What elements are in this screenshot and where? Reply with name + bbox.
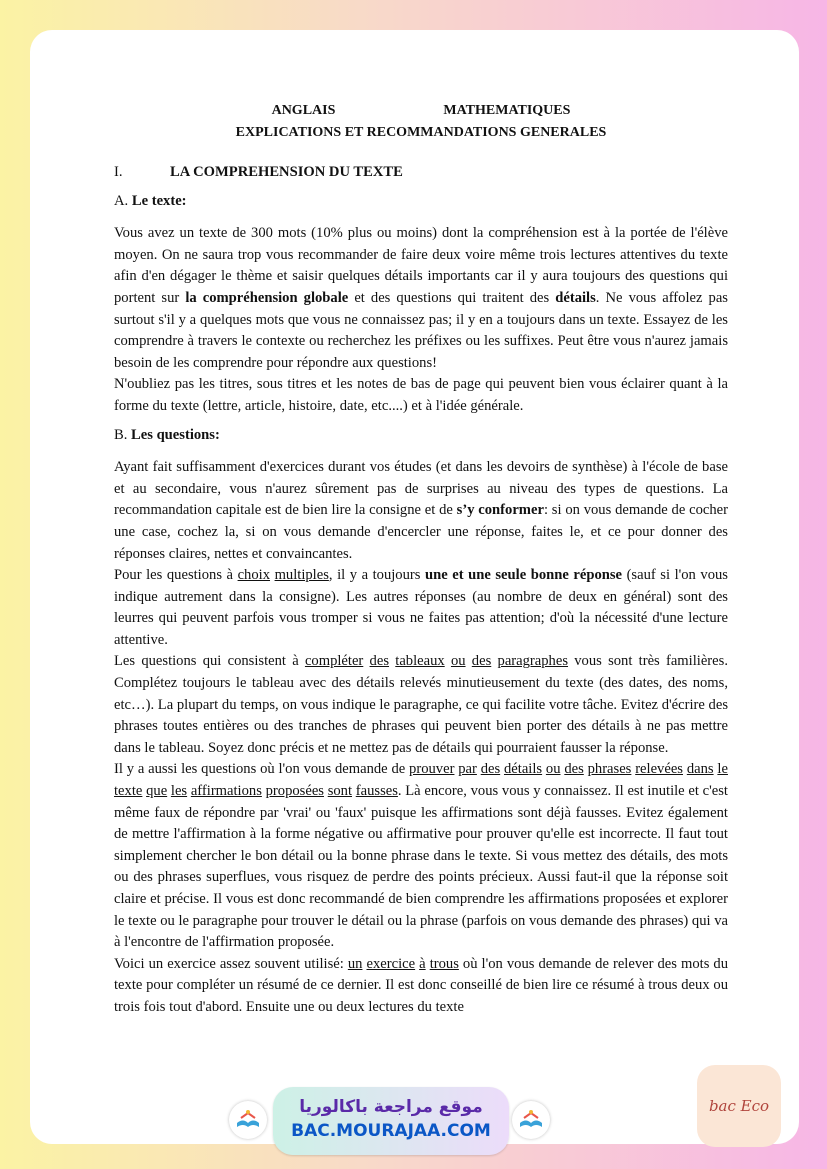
section-number: I. [114,164,123,180]
subsection-a-heading [114,191,728,213]
subsection-a-title: Le texte: [131,192,187,209]
subject-right: MATHEMATIQUES [443,103,571,118]
site-name-arabic[interactable]: موقع مراجعة باكالوريا [299,1097,483,1117]
document-title: EXPLICATIONS ET RECOMMANDATIONS GENERALES [235,124,607,140]
paragraph-b3: Les questions qui consistent à compléter des tableaux ou des paragraphes vous sont très familières. Complétez toujours le tableau avec des détails relevés minutieusement du texte (des dates, des noms, etc…). La plupart du temps, on vous indique le paragraphe, ce qui facilite votre tâche. Evitez d'écrire des phrases toutes entières ou des tranches de phrases qui peuvent bien porter des détails à ne pas mettre dans le tableau. Soyez donc précis et ne mettez pas de détails qui pourraient fausser la réponse. [114,653,728,756]
paragraph-b1: Ayant fait suffisamment d'exercices durant vos études (et dans les devoirs de synthèse) à l'école de base et au secondaire, vous n'aurez sûrement pas de surprises au niveau des types de questions. La recommandation capitale est de bien lire la consigne et de s’y conformer: si on vous demande de cocher une case, cochez la, si on vous demande d'encercler une réponse, faites le, et ce pour donner des réponses claires, nettes et convaincantes. [114,459,728,562]
book-logo-icon [229,1101,267,1139]
section-title: LA COMPREHENSION DU TEXTE [170,164,403,180]
paragraph-a1: Vous avez un texte de 300 mots (10% plus ou moins) dont la compréhension est à la portée de l'élève moyen. On ne saura trop vous recommander de faire deux voire même trois lectures attentives du texte afin d'en dégager le thème et saisir quelques détails importants car il y aura toujours des questions qui portent sur la compréhension globale et des questions qui traitent des détails. Ne vous affolez pas surtout s'il y a quelques mots que vous ne connaissez pas; il y en a toujours dans un texte. Essayez de les comprendre à travers le contexte ou recherchez les préfixes ou les suffixes. Peut être vous n'aurez jamais besoin de les comprendre pour répondre aux questions! [114,225,728,371]
paragraph-b2: Pour les questions à choix multiples, il y a toujours une et une seule bonne réponse (sauf si l'on vous indique autrement dans la consigne). Les autres réponses (au nombre de deux en général) sont des leurres qui peuvent parfois vous tromper si vous ne faites pas attention; d'où la nécessité d'une lecture attentive. [114,567,728,648]
bac-eco-badge [697,1065,781,1147]
book-logo-icon-right [512,1101,550,1139]
paragraph-b4: Il y a aussi les questions où l'on vous demande de prouver par des détails ou des phrases relevées dans le texte que les affirmations proposées sont fausses. Là encore, vous vous y connaissez. Il est inutile et c'est même faux de répondre par 'vrai' ou 'faux' puisque les affirmations sont déjà fausses. Evitez également de mettre l'affirmation à la forme négative ou affirmative pour prouver qu'elle est incorrecte. Il faut tout simplement chercher le bon détail ou la bonne phrase dans le texte. Si vous mettez des détails, des mots ou des phrases superflues, vous risquez de perdre des points précieux. Aussi faut-il que la réponse soit claire et précise. Il vous est donc recommandé de bien comprendre les affirmations proposées et explorer le texte ou le paragraphe pour trouver le détail ou la phrase (parfois on vous demande des phrases) qui va à l'encontre de l'affirmation proposée. [114,761,728,951]
subsection-a-label: A. [114,192,132,209]
subsection-b-title: Les questions: [131,426,220,443]
subject-left: ANGLAIS [271,103,336,118]
site-link-badge[interactable] [273,1087,509,1155]
subsection-b-heading [114,425,728,447]
document-content [114,100,728,1019]
subsection-b-label: B. [114,426,132,443]
section-heading [114,162,728,184]
bac-eco-label: bac Eco [708,1097,770,1115]
paragraph-a2: N'oubliez pas les titres, sous titres et les notes de bas de page qui peuvent bien vous éclairer quant à la forme du texte (lettre, article, histoire, date, etc....) et à l'idée générale. [114,376,728,414]
paragraph-b5: Voici un exercice assez souvent utilisé: un exercice à trous où l'on vous demande de relever des mots du texte pour compléter un résumé de ce dernier. Il est donc conseillé de bien lire ce résumé à trous deux ou trois fois tout d'abord. Ensuite une ou deux lectures du texte [114,955,729,1015]
site-url[interactable]: BAC.MOURAJAA.COM [291,1121,491,1141]
document-header [114,100,728,143]
document-page [30,30,799,1144]
